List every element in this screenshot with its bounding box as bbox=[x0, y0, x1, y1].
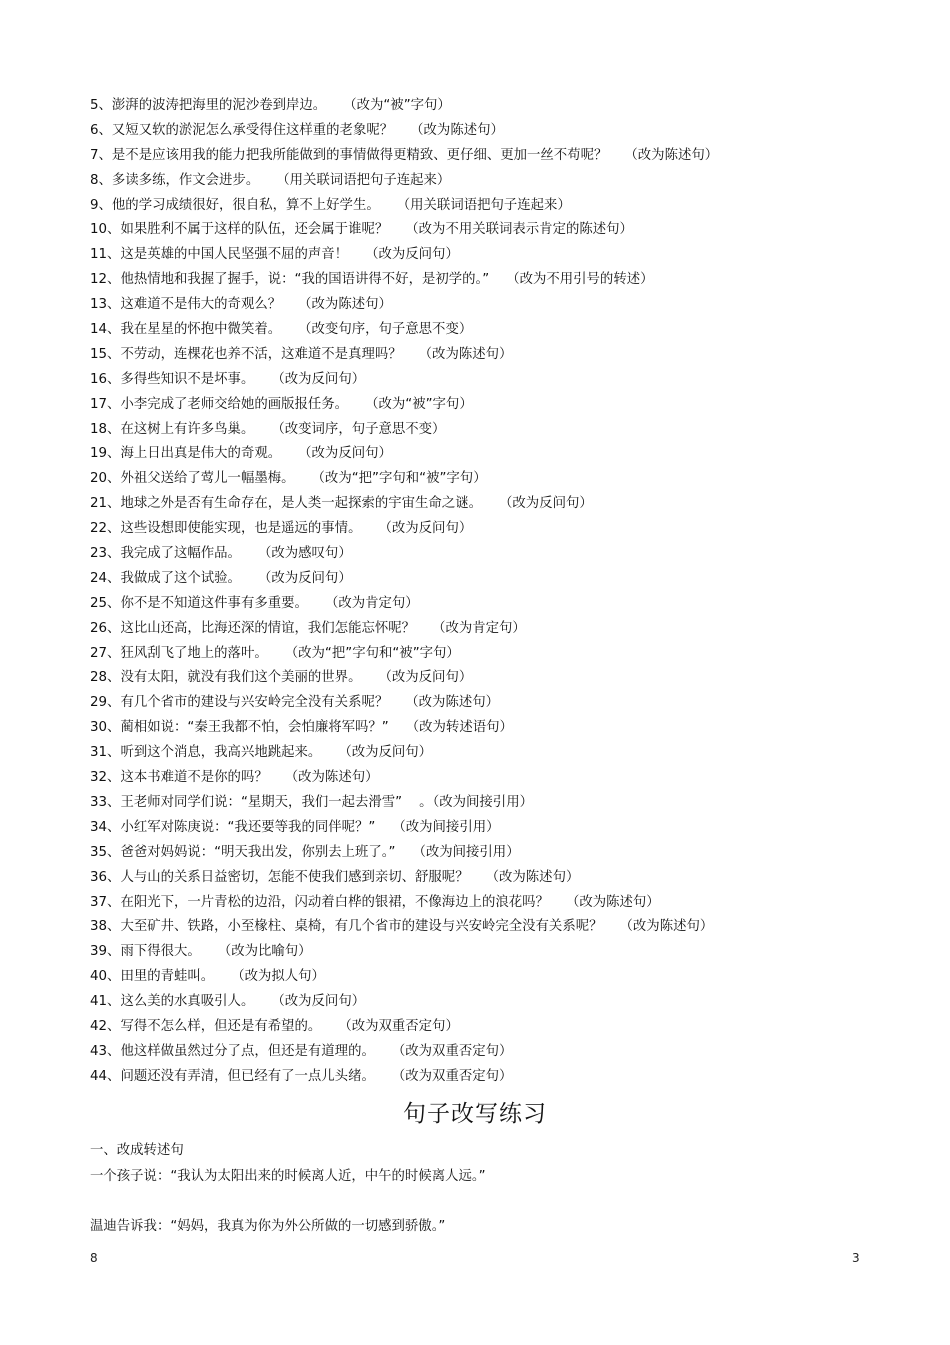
exercise-number: 17、 bbox=[90, 396, 121, 412]
exercise-number: 29、 bbox=[90, 695, 121, 711]
part-heading: 一、改成转述句 bbox=[90, 1143, 184, 1158]
exercise-item bbox=[90, 318, 910, 343]
exercise-sentence: 澎湃的波涛把海里的泥沙卷到岸边。 bbox=[111, 98, 327, 113]
exercise-number: 22、 bbox=[90, 521, 121, 537]
exercise-sentence: 我在星星的怀抱中微笑着。 bbox=[120, 322, 282, 338]
exercise-sentence: 在阳光下，一片青松的边沿，闪动着白桦的银裙，不像海边上的浪花吗？ bbox=[120, 894, 549, 910]
exercise-item bbox=[90, 567, 910, 592]
exercise-instruction: （改为陈述句） bbox=[619, 919, 714, 935]
exercise-number: 32、 bbox=[90, 770, 121, 786]
exercise-instruction: （改为陈述句） bbox=[405, 695, 500, 711]
exercise-sentence: 外祖父送给了莺儿一幅墨梅。 bbox=[120, 471, 295, 487]
exercise-sentence: 我完成了这幅作品。 bbox=[120, 546, 241, 562]
exercise-instruction: （改为反问句） bbox=[378, 521, 473, 537]
exercise-sentence: 你不是不知道这件事有多重要。 bbox=[120, 595, 308, 611]
exercise-instruction: （用关联词语把句子连起来） bbox=[396, 197, 571, 213]
exercise-instruction: （改为反问句） bbox=[298, 446, 392, 462]
exercise-sentence: 这比山还高，比海还深的情谊，我们怎能忘怀呢？ bbox=[120, 620, 416, 636]
exercise-sentence: 多得些知识不是坏事。 bbox=[120, 371, 255, 387]
exercise-item bbox=[90, 393, 910, 418]
exercise-sentence: 小红军对陈庚说：“我还要等我的同伴呢？” bbox=[120, 819, 376, 835]
exercise-item bbox=[90, 268, 910, 293]
exercise-sentence: 田里的青蛙叫。 bbox=[120, 969, 215, 985]
exercise-item bbox=[90, 517, 910, 542]
exercise-sentence: 爸爸对妈妈说：“明天我出发，你别去上班了。” bbox=[120, 844, 396, 860]
exercise-instruction: （改为肯定句） bbox=[432, 620, 526, 636]
exercise-instruction: （改为陈述句） bbox=[284, 770, 379, 786]
exercise-item bbox=[90, 144, 910, 169]
exercise-instruction: （改为反问句） bbox=[257, 570, 352, 586]
exercise-item bbox=[90, 816, 910, 841]
exercise-item bbox=[90, 467, 910, 492]
exercise-item bbox=[90, 1040, 910, 1065]
exercise-number: 37、 bbox=[90, 894, 121, 910]
exercise-sentence: 这些设想即使能实现，也是遥远的事情。 bbox=[120, 521, 362, 537]
exercise-number: 8、 bbox=[90, 172, 112, 188]
exercise-number: 7、 bbox=[90, 147, 112, 163]
exercise-instruction: （改为陈述句） bbox=[418, 346, 513, 362]
exercise-sentence: 王老师对同学们说：“星期天，我们一起去滑雪” bbox=[120, 794, 403, 810]
exercise-sentence: 有几个省市的建设与兴安岭完全没有关系呢？ bbox=[120, 695, 389, 711]
exercise-instruction: （改为“把”字句和“被”字句） bbox=[284, 645, 460, 661]
exercise-number: 38、 bbox=[90, 919, 121, 935]
exercise-instruction: （改为陈述句） bbox=[485, 869, 580, 885]
exercise-sentence-1: 一个孩子说：“我认为太阳出来的时候离人近，中午的时候离人远。” bbox=[90, 1169, 486, 1184]
exercise-item bbox=[90, 169, 910, 194]
exercise-item bbox=[90, 940, 910, 965]
exercise-list bbox=[90, 94, 910, 1090]
exercise-number: 35、 bbox=[90, 844, 121, 860]
exercise-sentence: 海上日出真是伟大的奇观。 bbox=[120, 446, 282, 462]
exercise-sentence: 他的学习成绩很好，很自私，算不上好学生。 bbox=[111, 197, 380, 213]
exercise-item bbox=[90, 741, 910, 766]
exercise-number: 24、 bbox=[90, 570, 121, 586]
exercise-instruction: （改为双重否定句） bbox=[391, 1043, 513, 1059]
exercise-item bbox=[90, 891, 910, 916]
exercise-sentence: 他这样做虽然过分了点，但还是有道理的。 bbox=[120, 1043, 375, 1059]
exercise-sentence: 雨下得很大。 bbox=[120, 944, 201, 960]
exercise-item bbox=[90, 691, 910, 716]
exercise-number: 39、 bbox=[90, 944, 121, 960]
exercise-sentence: 问题还没有弄清，但已经有了一点儿头绪。 bbox=[120, 1068, 375, 1084]
exercise-sentence: 在这树上有许多鸟巢。 bbox=[120, 421, 255, 437]
exercise-number: 15、 bbox=[90, 346, 121, 362]
exercise-instruction: （改为陈述句） bbox=[624, 147, 719, 163]
exercise-number: 14、 bbox=[90, 322, 121, 338]
exercise-number: 9、 bbox=[90, 197, 112, 213]
exercise-sentence: 我做成了这个试验。 bbox=[120, 570, 241, 586]
exercise-sentence: 不劳动，连棵花也养不活，这难道不是真理吗？ bbox=[120, 346, 402, 362]
exercise-number: 5、 bbox=[90, 98, 112, 113]
page-number-right: 3 bbox=[852, 1251, 860, 1265]
exercise-number: 20、 bbox=[90, 471, 121, 487]
exercise-number: 19、 bbox=[90, 446, 121, 462]
exercise-number: 40、 bbox=[90, 969, 121, 985]
exercise-instruction: （改为转述语句） bbox=[405, 720, 513, 736]
exercise-number: 44、 bbox=[90, 1068, 121, 1084]
exercise-item bbox=[90, 343, 910, 368]
exercise-sentence-2: 温迪告诉我：“妈妈，我真为你为外公所做的一切感到骄傲。” bbox=[90, 1219, 446, 1234]
exercise-sentence: 没有太阳，就没有我们这个美丽的世界。 bbox=[120, 670, 362, 686]
exercise-item bbox=[90, 592, 910, 617]
exercise-sentence: 这么美的水真吸引人。 bbox=[120, 994, 255, 1010]
exercise-instruction: （改为肯定句） bbox=[324, 595, 419, 611]
exercise-instruction: （改为陈述句） bbox=[410, 122, 504, 138]
exercise-item bbox=[90, 666, 910, 691]
exercise-number: 43、 bbox=[90, 1043, 121, 1059]
exercise-item bbox=[90, 617, 910, 642]
exercise-sentence: 多读多练，作文会进步。 bbox=[111, 172, 260, 188]
exercise-instruction: （改为“被”字句） bbox=[343, 98, 451, 113]
exercise-number: 21、 bbox=[90, 496, 121, 512]
exercise-item bbox=[90, 1065, 910, 1090]
exercise-instruction: （改为比喻句） bbox=[217, 944, 312, 960]
exercise-number: 36、 bbox=[90, 869, 121, 885]
exercise-instruction: （改为“把”字句和“被”字句） bbox=[311, 471, 487, 487]
exercise-item bbox=[90, 642, 910, 667]
exercise-number: 33、 bbox=[90, 794, 121, 810]
exercise-item bbox=[90, 841, 910, 866]
exercise-sentence: 如果胜利不属于这样的队伍，还会属于谁呢？ bbox=[120, 222, 389, 238]
exercise-instruction: （改为反问句） bbox=[499, 496, 593, 512]
exercise-sentence: 蔺相如说：“秦王我都不怕，会怕廉将军吗？” bbox=[120, 720, 389, 736]
exercise-item bbox=[90, 293, 910, 318]
exercise-number: 6、 bbox=[90, 122, 112, 138]
exercise-number: 12、 bbox=[90, 272, 121, 288]
exercise-number: 13、 bbox=[90, 297, 121, 313]
exercise-item bbox=[90, 442, 910, 467]
exercise-instruction: （改为陈述句） bbox=[298, 297, 392, 313]
exercise-item bbox=[90, 791, 910, 816]
exercise-instruction: （改为反问句） bbox=[378, 670, 473, 686]
exercise-number: 11、 bbox=[90, 247, 121, 263]
page-number-left: 8 bbox=[90, 1251, 98, 1265]
section-title: 句子改写练习 bbox=[403, 1101, 547, 1127]
exercise-sentence: 他热情地和我握了握手，说：“我的国语讲得不好，是初学的。” bbox=[120, 272, 490, 288]
exercise-item bbox=[90, 243, 910, 268]
exercise-instruction: （改为反问句） bbox=[338, 745, 433, 761]
exercise-number: 16、 bbox=[90, 371, 121, 387]
exercise-instruction: （改为不用关联词表示肯定的陈述句） bbox=[405, 222, 633, 238]
exercise-sentence: 是不是应该用我的能力把我所能做到的事情做得更精致、更仔细、更加一丝不苟呢？ bbox=[111, 147, 608, 163]
exercise-item bbox=[90, 915, 910, 940]
exercise-instruction: （改为反问句） bbox=[271, 371, 366, 387]
exercise-number: 25、 bbox=[90, 595, 121, 611]
exercise-sentence: 又短又软的淤泥怎么承受得住这样重的老象呢？ bbox=[111, 122, 394, 138]
exercise-instruction: （改为反问句） bbox=[271, 994, 366, 1010]
exercise-number: 42、 bbox=[90, 1018, 121, 1034]
exercise-item bbox=[90, 218, 910, 243]
exercise-item bbox=[90, 1015, 910, 1040]
exercise-instruction: 。（改为间接引用） bbox=[419, 794, 533, 810]
exercise-number: 18、 bbox=[90, 421, 121, 437]
exercise-item bbox=[90, 492, 910, 517]
exercise-item bbox=[90, 194, 910, 219]
exercise-sentence: 小李完成了老师交给她的画版报任务。 bbox=[120, 396, 349, 412]
exercise-instruction: （改为感叹句） bbox=[257, 546, 352, 562]
exercise-number: 23、 bbox=[90, 546, 121, 562]
exercise-item bbox=[90, 965, 910, 990]
exercise-sentence: 这本书难道不是你的吗？ bbox=[120, 770, 268, 786]
exercise-instruction: （改变词序，句子意思不变） bbox=[271, 421, 446, 437]
exercise-instruction: （改为拟人句） bbox=[231, 969, 325, 985]
exercise-sentence: 狂风刮飞了地上的落叶。 bbox=[120, 645, 268, 661]
exercise-instruction: （改变句序，句子意思不变） bbox=[298, 322, 473, 338]
exercise-item bbox=[90, 368, 910, 393]
exercise-sentence: 写得不怎么样，但还是有希望的。 bbox=[120, 1018, 322, 1034]
exercise-sentence: 这是英雄的中国人民坚强不屈的声音！ bbox=[120, 247, 349, 263]
exercise-sentence: 这难道不是伟大的奇观么？ bbox=[120, 297, 282, 313]
exercise-number: 10、 bbox=[90, 222, 121, 238]
exercise-instruction: （改为间接引用） bbox=[412, 844, 520, 860]
exercise-instruction: （改为双重否定句） bbox=[338, 1018, 459, 1034]
exercise-number: 30、 bbox=[90, 720, 121, 736]
exercise-item bbox=[90, 94, 910, 119]
exercise-item bbox=[90, 766, 910, 791]
exercise-instruction: （改为“被”字句） bbox=[365, 396, 473, 412]
exercise-instruction: （改为双重否定句） bbox=[391, 1068, 513, 1084]
exercise-item bbox=[90, 119, 910, 144]
exercise-number: 34、 bbox=[90, 819, 121, 835]
exercise-instruction: （改为间接引用） bbox=[392, 819, 500, 835]
exercise-item bbox=[90, 542, 910, 567]
exercise-number: 41、 bbox=[90, 994, 121, 1010]
exercise-instruction: （改为反问句） bbox=[365, 247, 459, 263]
exercise-instruction: （改为陈述句） bbox=[565, 894, 660, 910]
exercise-number: 31、 bbox=[90, 745, 121, 761]
exercise-sentence: 地球之外是否有生命存在，是人类一起探索的宇宙生命之谜。 bbox=[120, 496, 482, 512]
exercise-number: 26、 bbox=[90, 620, 121, 636]
exercise-item bbox=[90, 990, 910, 1015]
exercise-item bbox=[90, 418, 910, 443]
exercise-item bbox=[90, 716, 910, 741]
exercise-sentence: 大至矿井、铁路，小至椽柱、桌椅，有几个省市的建设与兴安岭完全没有关系呢？ bbox=[120, 919, 603, 935]
exercise-number: 27、 bbox=[90, 645, 121, 661]
exercise-instruction: （改为不用引号的转述） bbox=[506, 272, 654, 288]
exercise-sentence: 听到这个消息，我高兴地跳起来。 bbox=[120, 745, 322, 761]
exercise-instruction: （用关联词语把句子连起来） bbox=[276, 172, 451, 188]
exercise-sentence: 人与山的关系日益密切，怎能不使我们感到亲切、舒服呢？ bbox=[120, 869, 469, 885]
exercise-number: 28、 bbox=[90, 670, 121, 686]
exercise-item bbox=[90, 866, 910, 891]
